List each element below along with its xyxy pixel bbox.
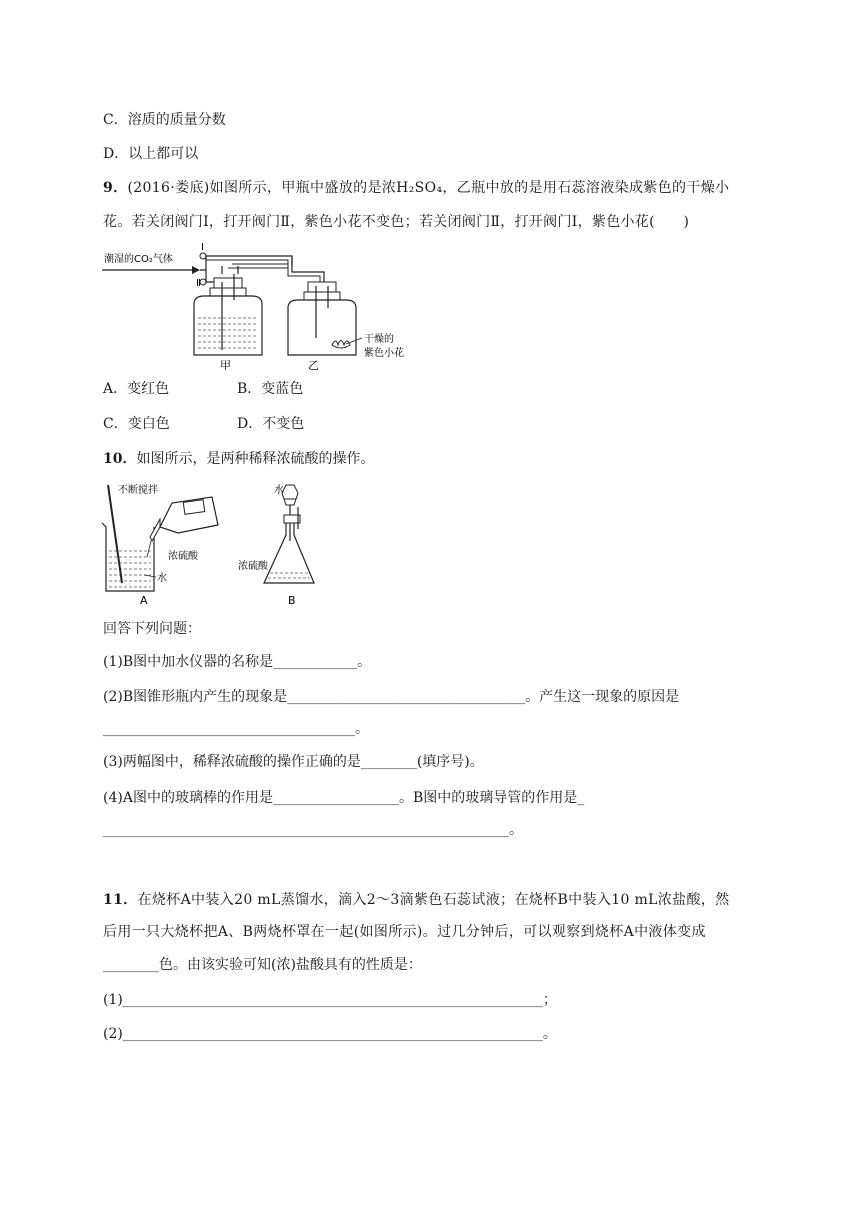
option-text: 以上都可以: [128, 146, 199, 162]
question-number: 11．: [103, 892, 138, 908]
bottle-jia: [194, 274, 262, 355]
bottle-jia-label: 甲: [220, 359, 231, 370]
q11-sub2: (2)____________________________________________________________。: [103, 1026, 557, 1042]
flower-label-2: 紫色小花: [364, 348, 404, 359]
q9-option-d: D．不变色: [237, 416, 305, 432]
option-c: [103, 111, 226, 129]
q11-stem-line1: [103, 891, 730, 909]
q11-stem-text: 在烧杯A中装入20 mL蒸馏水，滴入2～3滴紫色石蕊试液；在烧杯B中装入10 mL浓盐酸，然: [137, 892, 730, 908]
q11-stem-line2: 后用一只大烧杯把A、B两烧杯罩在一起(如图所示)。过几分钟后，可以观察到烧杯A中液体变成: [103, 924, 706, 940]
q10-prompt: 回答下列问题：: [103, 621, 201, 637]
q9-option-b: B．变蓝色: [237, 381, 304, 397]
bottle-yi-label: 乙: [308, 359, 319, 370]
q10-sub4-line1: (4)A图中的玻璃棒的作用是__________________。B图中的玻璃导管的作用是_: [103, 790, 585, 806]
flower-label-1: 干燥的: [364, 334, 394, 345]
water-label-a: 水: [157, 573, 167, 584]
q9-option-c: C．变白色: [103, 416, 170, 432]
option-text: 溶质的质量分数: [127, 112, 226, 128]
valve-2-label: Ⅱ: [196, 278, 201, 289]
water-label-b: 水: [274, 485, 284, 496]
option-letter: D．: [103, 146, 129, 162]
question-number: 10．: [103, 451, 137, 467]
q10-sub1: (1)B图中加水仪器的名称是____________。: [103, 654, 372, 670]
q9-stem-line2: 花。若关闭阀门Ⅰ，打开阀门Ⅱ，紫色小花不变色；若关闭阀门Ⅱ，打开阀门Ⅰ，紫色小花( ): [103, 214, 690, 230]
pouring-bottle: [147, 497, 218, 557]
q9-option-a: A．变红色: [103, 381, 170, 397]
option-d: [103, 145, 198, 163]
q9-apparatus-figure: [102, 238, 422, 370]
q9-stem-text: (2016·娄底)如图所示，甲瓶中盛放的是浓H₂SO₄，乙瓶中放的是用石蕊溶液染成紫色的干燥小: [127, 180, 730, 196]
conical-flask-b: [264, 485, 314, 583]
valve-1-label: Ⅰ: [201, 242, 204, 253]
q10-sub4-line2: __________________________________________________________。: [103, 822, 523, 838]
caption-a: A: [140, 594, 148, 607]
q10-sub2-line1: (2)B图锥形瓶内产生的现象是__________________________________。产生这一现象的原因是: [103, 689, 680, 705]
caption-b: B: [288, 594, 296, 607]
beaker-a: [102, 485, 156, 591]
bottle-yi: [288, 282, 362, 355]
q10-dilution-figure: [100, 479, 340, 609]
stir-label: 不断搅拌: [118, 485, 158, 496]
gas-label: 潮湿的CO₂气体: [104, 254, 173, 265]
q10-stem: [103, 450, 374, 468]
acid-label-a: 浓硫酸: [168, 551, 198, 562]
q11-stem-line3: ________色。由该实验可知(浓)盐酸具有的性质是：: [103, 957, 422, 973]
q10-stem-text: 如图所示，是两种稀释浓硫酸的操作。: [136, 451, 375, 467]
q9-stem-line1: [103, 179, 729, 197]
option-letter: C．: [103, 112, 128, 128]
q10-sub2-line2: ____________________________________。: [103, 721, 369, 737]
acid-label-b: 浓硫酸: [238, 561, 268, 572]
q10-sub3: (3)两幅图中，稀释浓硫酸的操作正确的是________(填序号)。: [103, 754, 484, 770]
q11-sub1: (1)____________________________________________________________；: [103, 992, 557, 1008]
question-number: 9．: [103, 180, 128, 196]
